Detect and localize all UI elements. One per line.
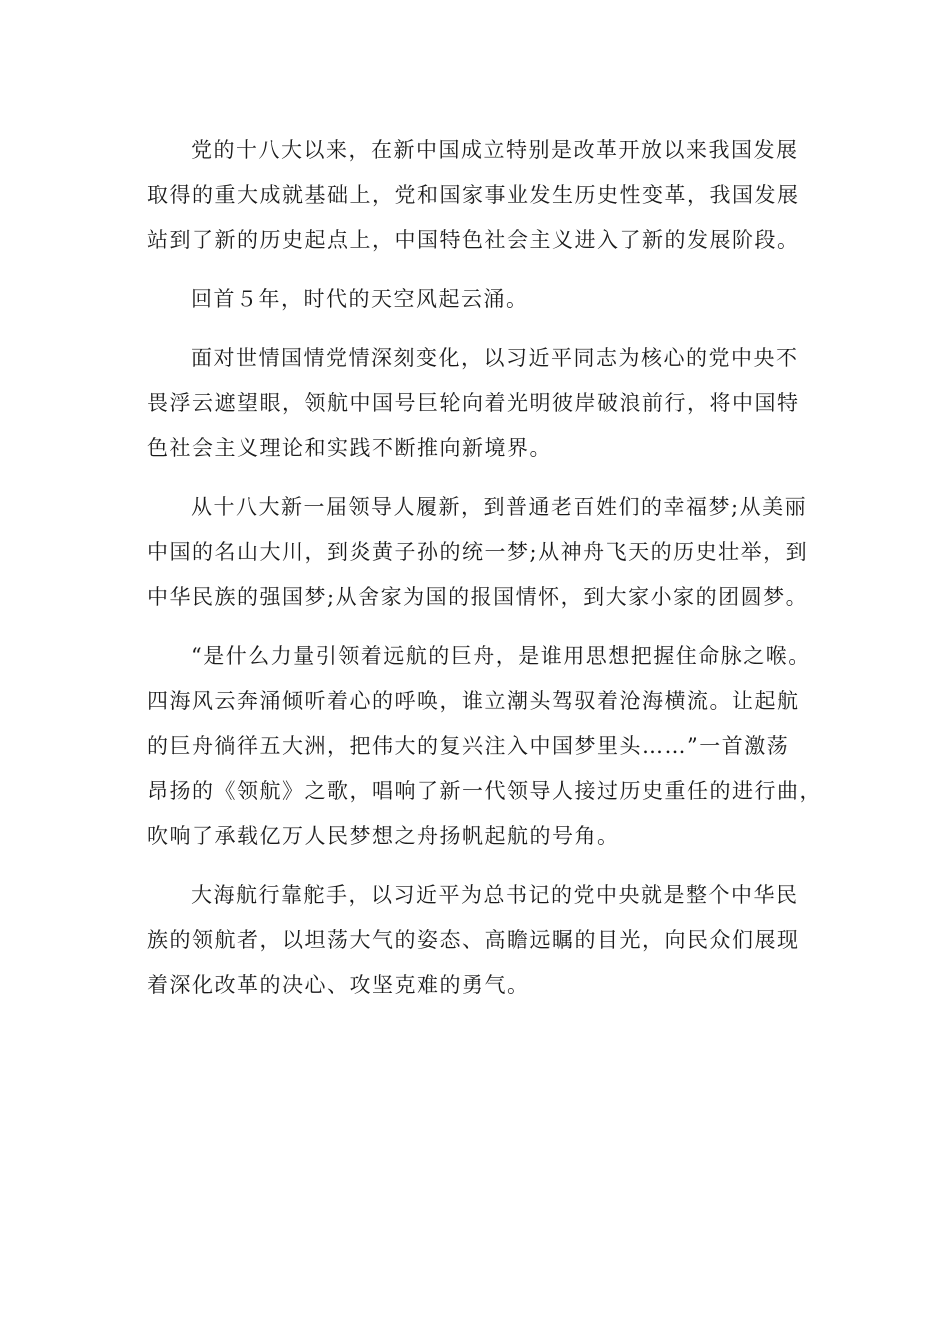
paragraph-5	[147, 634, 822, 859]
paragraph-line: 站到了新的历史起点上，中国特色社会主义进入了新的发展阶段。	[147, 228, 800, 252]
paragraph-line: “是什么力量引领着远航的巨舟，是谁用思想把握住命脉之喉。	[191, 644, 811, 668]
paragraph-line: 昂扬的《领航》之歌，唱响了新一代领导人接过历史重任的进行曲，	[147, 779, 822, 803]
paragraph-line: 党的十八大以来，在新中国成立特别是改革开放以来我国发展	[191, 138, 799, 162]
paragraph-line: 取得的重大成就基础上，党和国家事业发生历史性变革，我国发展	[147, 183, 800, 207]
paragraph-line: 回首５年，时代的天空风起云涌。	[191, 287, 529, 311]
paragraph-3	[147, 336, 807, 471]
paragraph-line: 畏浮云遮望眼，领航中国号巨轮向着光明彼岸破浪前行，将中国特	[147, 391, 800, 415]
paragraph-line: 着深化改革的决心、攻坚克难的勇气。	[147, 973, 530, 997]
paragraph-line: 的巨舟徜徉五大洲，把伟大的复兴注入中国梦里头……”一首激荡	[147, 734, 790, 758]
paragraph-line: 色社会主义理论和实践不断推向新境界。	[147, 436, 552, 460]
paragraph-1	[147, 128, 807, 263]
paragraph-line: 大海航行靠舵手，以习近平为总书记的党中央就是整个中华民	[191, 883, 799, 907]
paragraph-line: 族的领航者，以坦荡大气的姿态、高瞻远瞩的目光，向民众们展现	[147, 928, 800, 952]
paragraph-4	[147, 485, 807, 620]
paragraph-line: 中华民族的强国梦;从舍家为国的报国情怀，到大家小家的团圆梦。	[147, 585, 809, 609]
paragraph-line: 四海风云奔涌倾听着心的呼唤，谁立潮头驾驭着沧海横流。让起航	[147, 689, 800, 713]
paragraph-2	[147, 277, 807, 322]
document-body	[147, 128, 822, 1022]
paragraph-line: 中国的名山大川，到炎黄子孙的统一梦;从神舟飞天的历史壮举，到	[147, 540, 809, 564]
paragraph-line: 吹响了承载亿万人民梦想之舟扬帆起航的号角。	[147, 824, 620, 848]
paragraph-6	[147, 873, 807, 1008]
paragraph-line: 从十八大新一届领导人履新，到普通老百姓们的幸福梦;从美丽	[191, 495, 808, 519]
paragraph-line: 面对世情国情党情深刻变化，以习近平同志为核心的党中央不	[191, 346, 799, 370]
